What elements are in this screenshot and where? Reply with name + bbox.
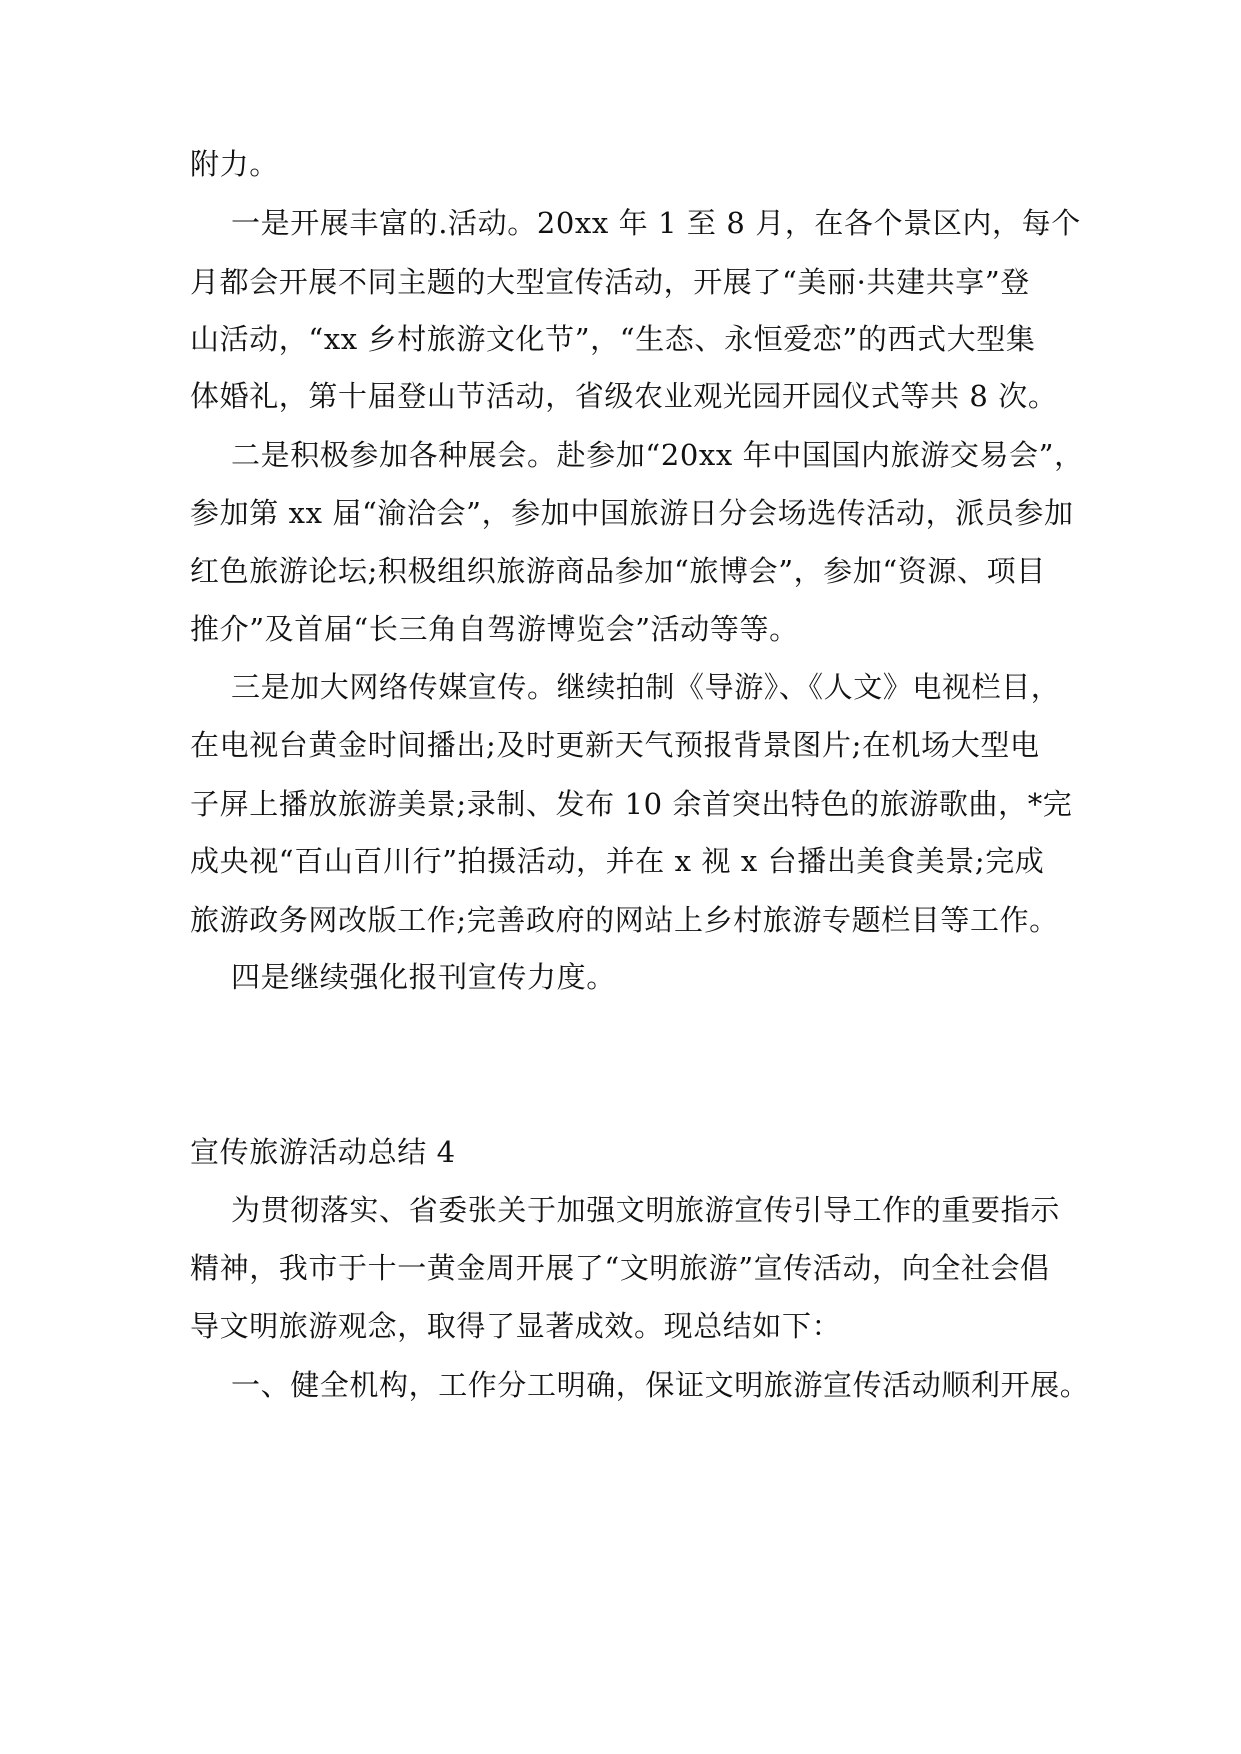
paragraph-line: 导文明旅游观念，取得了显著成效。现总结如下： [190, 1309, 842, 1343]
paragraph-line: 一、健全机构，工作分工明确，保证文明旅游宣传活动顺利开展。 [231, 1368, 1090, 1402]
paragraph-line: 为贯彻落实、省委张关于加强文明旅游宣传引导工作的重要指示 [231, 1193, 1060, 1227]
paragraph-line: 二是积极参加各种展会。赴参加“20xx 年中国国内旅游交易会”， [231, 438, 1084, 472]
paragraph-line: 精神，我市于十一黄金周开展了“文明旅游”宣传活动，向全社会倡 [190, 1251, 1050, 1285]
paragraph-line: 四是继续强化报刊宣传力度。 [231, 960, 616, 994]
section-title: 宣传旅游活动总结 4 [190, 1135, 456, 1169]
paragraph-line: 子屏上播放旅游美景;录制、发布 10 余首突出特色的旅游歌曲，*完 [190, 787, 1073, 821]
paragraph-line: 推介”及首届“长三角自驾游博览会”活动等等。 [190, 612, 799, 646]
paragraph-line: 旅游政务网改版工作;完善政府的网站上乡村旅游专题栏目等工作。 [190, 903, 1059, 937]
paragraph-line: 在电视台黄金时间播出;及时更新天气预报背景图片;在机场大型电 [190, 728, 1040, 762]
paragraph-line: 一是开展丰富的.活动。20xx 年 1 至 8 月，在各个景区内，每个 [231, 206, 1081, 240]
paragraph-line: 体婚礼，第十届登山节活动，省级农业观光园开园仪式等共 8 次。 [190, 379, 1058, 413]
paragraph-line: 山活动，“xx 乡村旅游文化节”，“生态、永恒爱恋”的西式大型集 [190, 322, 1036, 356]
paragraph-line: 红色旅游论坛;积极组织旅游商品参加“旅博会”，参加“资源、项目 [190, 554, 1046, 588]
paragraph-line: 成央视“百山百川行”拍摄活动，并在 x 视 x 台播出美食美景;完成 [190, 844, 1045, 878]
paragraph-line: 月都会开展不同主题的大型宣传活动，开展了“美丽·共建共享”登 [190, 265, 1030, 299]
continuation-text: 附力。 [190, 147, 279, 181]
paragraph-line: 三是加大网络传媒宣传。继续拍制《导游》、《人文》电视栏目， [231, 670, 1061, 704]
paragraph-line: 参加第 xx 届“渝洽会”，参加中国旅游日分会场选传活动，派员参加 [190, 496, 1074, 530]
